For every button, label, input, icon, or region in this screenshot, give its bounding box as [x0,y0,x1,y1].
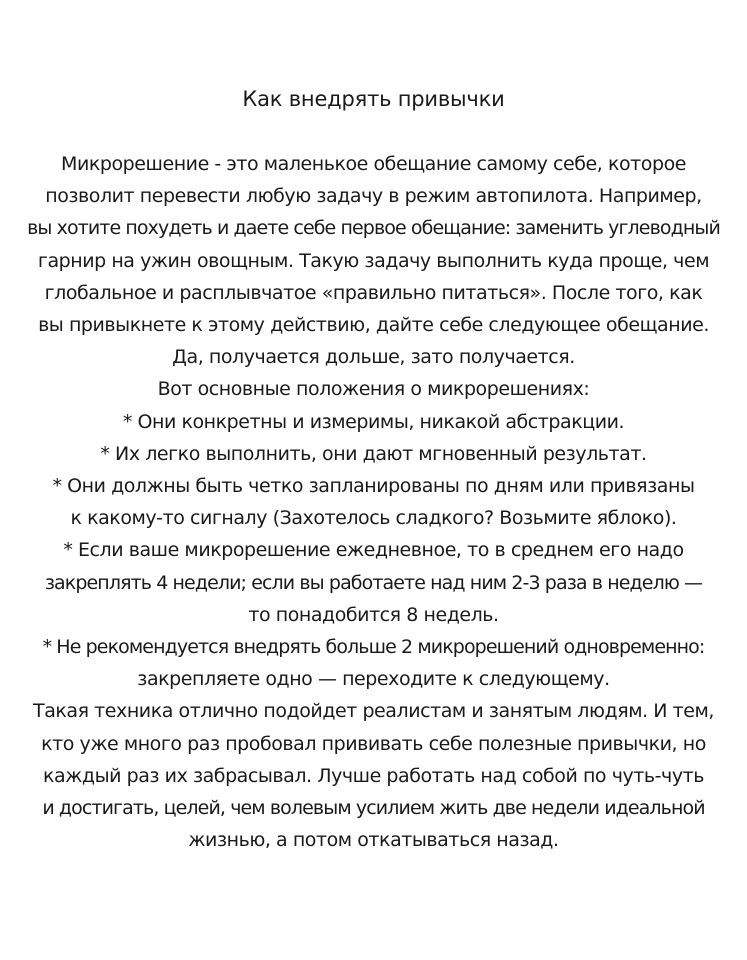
bullet-item: * Они должны быть четко запланированы по дням или привязаны [52,475,695,498]
bullet-item: * Они конкретны и измеримы, никакой абстракции. [122,410,625,433]
text-line: Да, получается дольше, зато получается. [172,346,575,369]
bullet-item-continuation: закреплять 4 недели; если вы работаете над ним 2-3 раза в неделю — [44,571,703,594]
bullet-item: * Если ваше микрорешение ежедневное, то в среднем его надо [63,539,684,562]
bullet-item-continuation: то понадобится 8 недель. [248,603,499,626]
text-line: гарнир на ужин овощным. Такую задачу выполнить куда проще, чем [37,249,710,272]
text-line: вы привыкнете к этому действию, дайте себе следующее обещание. [38,314,709,337]
bullet-item-continuation: закрепляете одно — переходите к следующему. [137,668,610,691]
text-line: Вот основные положения о микрорешениях: [157,378,590,401]
text-line: и достигать, целей, чем волевым усилием жить две недели идеальной [42,797,705,820]
text-line: кто уже много раз пробовал прививать себе полезные привычки, но [41,732,706,755]
text-line: глобальное и расплывчатое «правильно питаться». После того, как [44,281,703,304]
text-line: Такая техника отлично подойдет реалистам и занятым людям. И тем, [33,700,714,723]
text-line: каждый раз их забрасывал. Лучше работать над собой по чуть-чуть [43,764,704,787]
text-line: Микрорешение - это маленькое обещание самому себе, которое [61,153,686,175]
text-line: позволит перевести любую задачу в режим автопилота. Например, [45,185,702,208]
bullet-item-continuation: к какому-то сигналу (Захотелось сладкого? Возьмите яблоко). [70,507,677,530]
text-line: вы хотите похудеть и даете себе первое обещание: заменить углеводный [27,217,720,240]
text-line: жизнью, а потом откатываться назад. [188,829,559,852]
document-title: Как внедрять привычки [242,87,505,111]
bullet-item: * Не рекомендуется внедрять больше 2 микрорешений одновременно: [42,636,705,659]
document-body [4,148,743,856]
bullet-item: * Их легко выполнить, они дают мгновенный результат. [100,442,647,465]
